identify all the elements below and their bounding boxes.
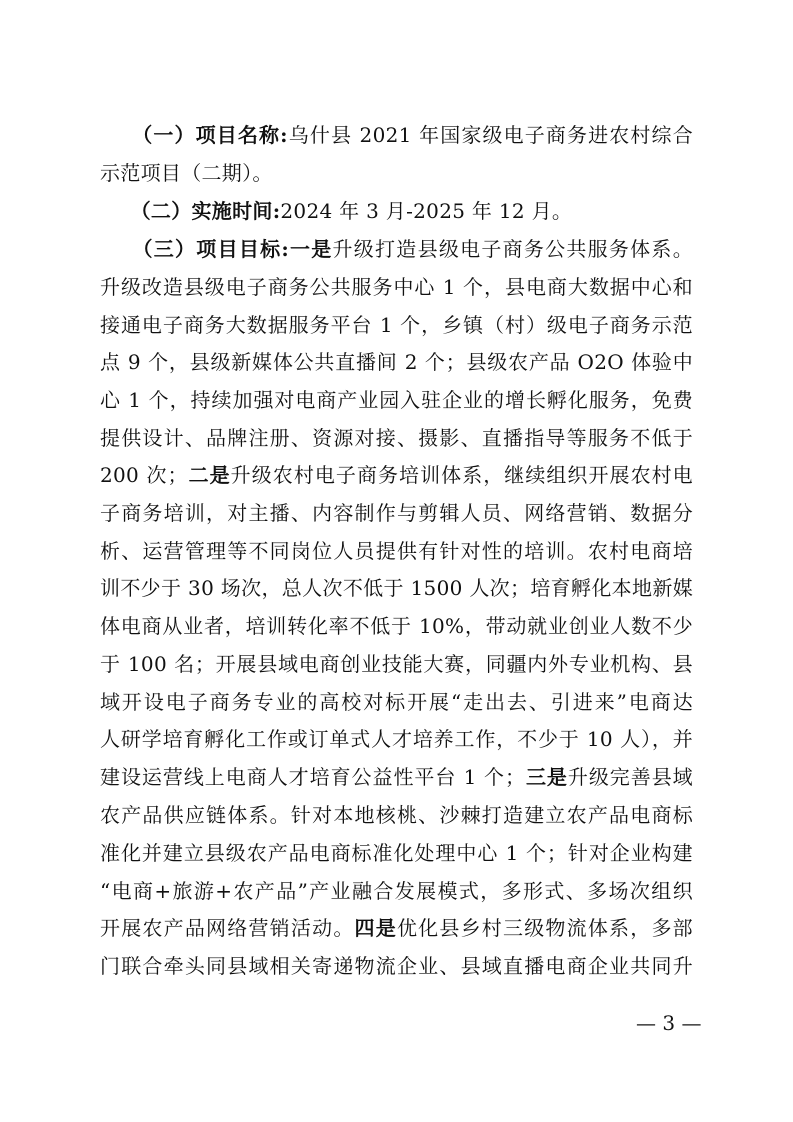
- text-run: 子商务培训，对主播、内容制作与剪辑人员、网络营销、数据分: [100, 501, 693, 525]
- text-run: [100, 123, 142, 147]
- text-run: 示范项目（二期）。: [100, 161, 273, 185]
- text-run: 升级打造县级电子商务公共服务体系。: [332, 237, 693, 261]
- text-run: 开展农产品网络营销活动。: [100, 916, 355, 940]
- text-run: 析、运营管理等不同岗位人员提供有针对性的培训。农村电商培: [100, 539, 693, 563]
- bold-text-run: （二）实施时间:: [140, 199, 281, 223]
- text-run: 升级完善县域: [567, 765, 693, 789]
- text-run: 于 100 名；开展县域电商创业技能大赛，同疆内外专业机构、县: [100, 652, 693, 676]
- text-line: [100, 160, 693, 186]
- bold-text-run: 三是: [525, 765, 568, 789]
- text-run: 2024 年 3 月-2025 年 12 月。: [280, 199, 573, 223]
- text-line: [100, 500, 693, 526]
- text-line: [100, 538, 693, 564]
- text-run: 训不少于 30 场次，总人次不低于 1500 人次；培育孵化本地新媒: [100, 576, 693, 600]
- text-line: [100, 122, 693, 148]
- text-line: [100, 613, 693, 639]
- text-line: [100, 349, 693, 375]
- text-line: [100, 802, 693, 828]
- text-run: 点 9 个，县级新媒体公共直播间 2 个；县级农产品 O2O 体验中: [100, 350, 693, 374]
- text-run: 门联合牵头同县域相关寄递物流企业、县域直播电商企业共同升: [100, 954, 693, 978]
- text-line: [100, 840, 693, 866]
- text-run: 升级改造县级电子商务公共服务中心 1 个，县电商大数据中心和: [100, 275, 693, 299]
- bold-text-run: （三）项目目标:: [142, 237, 290, 261]
- text-line: [100, 198, 693, 224]
- text-run: [100, 199, 141, 223]
- text-run: 乌什县 2021 年国家级电子商务进农村综合: [287, 123, 693, 147]
- text-line: [100, 689, 693, 715]
- text-line: [100, 387, 693, 413]
- text-line: [100, 651, 693, 677]
- bold-text-run: 二是: [187, 463, 231, 487]
- text-run: 优化县乡村三级物流体系，多部: [396, 916, 693, 940]
- bold-text-run: 一是: [289, 237, 333, 261]
- text-run: 升级农村电子商务培训体系，继续组织开展农村电: [230, 463, 693, 487]
- text-run: 体电商从业者，培训转化率不低于 10%，带动就业创业人数不少: [100, 614, 693, 638]
- page-number: — 3 —: [636, 1011, 702, 1035]
- text-line: [100, 726, 693, 752]
- text-run: 200 次；: [100, 463, 188, 487]
- bold-text-run: （一）项目名称:: [142, 123, 288, 147]
- text-run: 建设运营线上电商人才培育公益性平台 1 个；: [100, 765, 526, 789]
- text-line: [100, 425, 693, 451]
- text-line: [100, 764, 693, 790]
- text-run: 接通电子商务大数据服务平台 1 个，乡镇（村）级电子商务示范: [100, 313, 693, 337]
- text-line: [100, 462, 693, 488]
- text-run: 准化并建立县级农产品电商标准化处理中心 1 个；针对企业构建: [100, 841, 693, 865]
- text-run: 人研学培育孵化工作或订单式人才培养工作，不少于 10 人），并: [100, 727, 693, 751]
- text-line: [100, 878, 693, 904]
- bold-text-run: 四是: [354, 916, 397, 940]
- text-run: 农产品供应链体系。针对本地核桃、沙棘打造建立农产品电商标: [100, 803, 693, 827]
- text-line: [100, 953, 693, 979]
- text-line: [100, 274, 693, 300]
- text-line: [100, 236, 693, 262]
- text-line: [100, 915, 693, 941]
- text-line: [100, 312, 693, 338]
- text-line: [100, 575, 693, 601]
- text-run: [100, 237, 143, 261]
- text-run: 提供设计、品牌注册、资源对接、摄影、直播指导等服务不低于: [100, 426, 693, 450]
- text-run: “电商+旅游+农产品”产业融合发展模式，多形式、多场次组织: [100, 879, 693, 903]
- text-run: 域开设电子商务专业的高校对标开展“走出去、引进来”电商达: [100, 690, 693, 714]
- text-run: 心 1 个，持续加强对电商产业园入驻企业的增长孵化服务，免费: [100, 388, 693, 412]
